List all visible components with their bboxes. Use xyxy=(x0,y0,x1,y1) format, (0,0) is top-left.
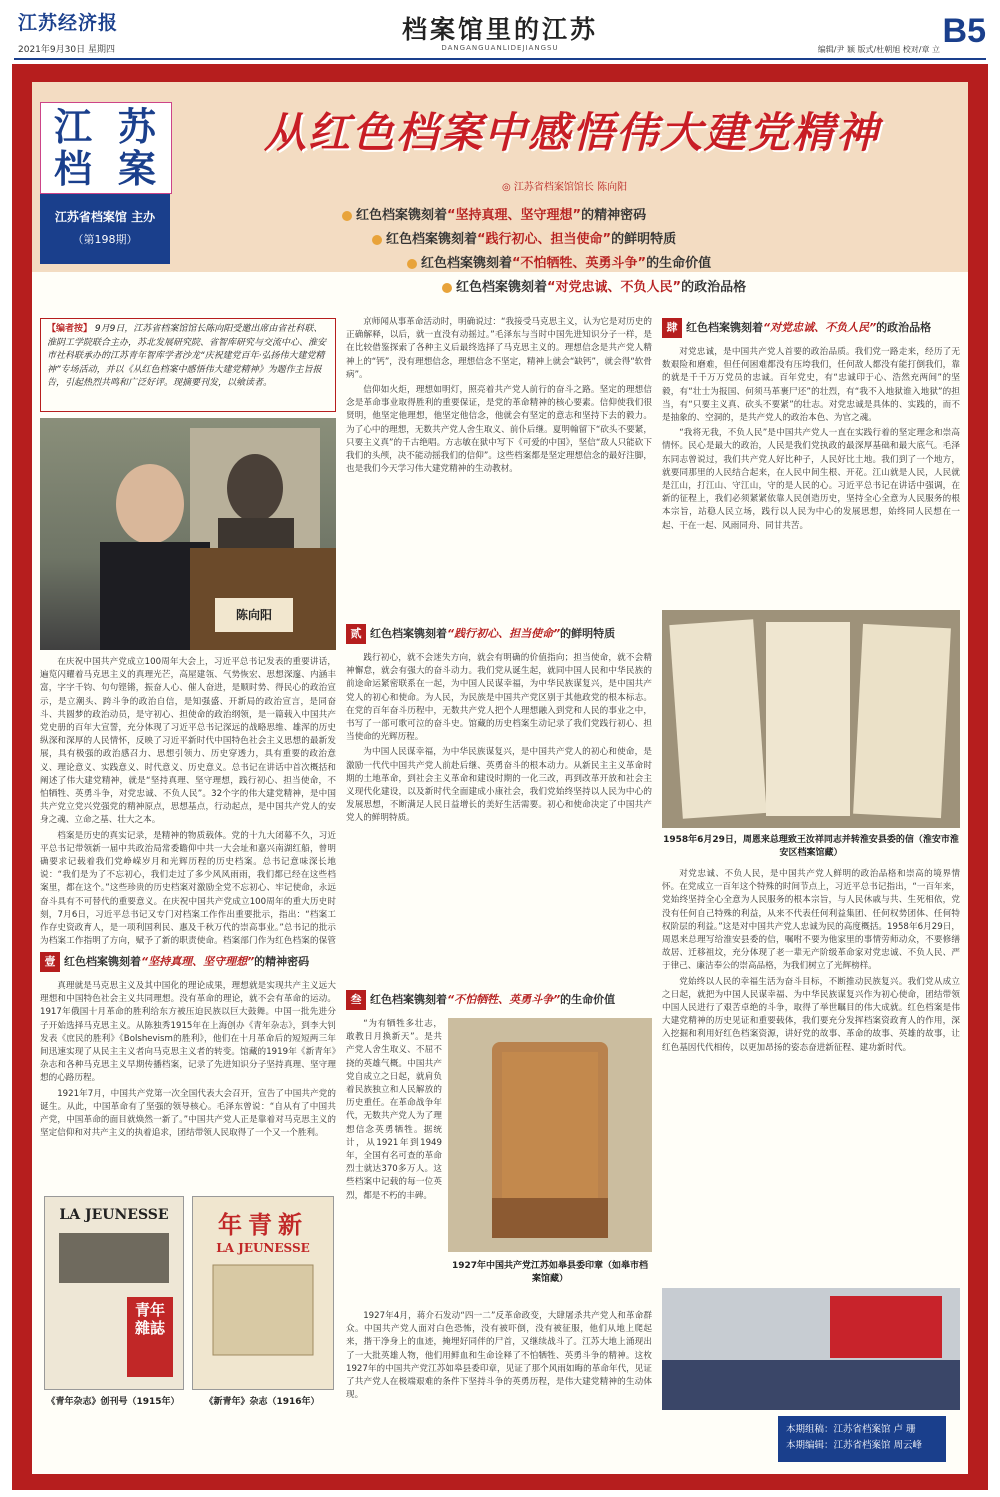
editor-note-text: 9月9日，江苏省档案馆馆长陈向阳受邀出席由省社科联、淮阴工学院联合主办，苏北发展研究院、省智库研究与交流中心、淮安市社科联承办的江苏青年智库学者沙龙“庆祝建党百年·弘扬伟大建党精神”专场活动，并以《从红色档案中感悟伟大建党精神》为题作主旨报告，引起热烈共鸣和广泛好评。现摘要刊发，以飨读者。 xyxy=(47,324,327,388)
section-heading-1: 壹 红色档案镌刻着“坚持真理、坚守理想”的精神密码 xyxy=(40,952,336,974)
letter-page xyxy=(669,619,766,818)
audience xyxy=(662,1360,960,1410)
portrait-head xyxy=(227,454,283,522)
speaker-name-card: 陈向阳 xyxy=(235,608,272,622)
bullet-icon xyxy=(407,259,417,269)
credits-box xyxy=(778,1416,946,1462)
letter-page xyxy=(766,622,850,816)
logo-char: 苏 xyxy=(117,104,156,149)
paragraph: 档案是历史的真实记录，是精神的物质载体。党的十九大闭幕不久，习近平总书记带领新一届中共政治局常委瞻仰中共一大会址和嘉兴南湖红船，曾明确要求记载着我们党峥嵘岁月和光辉历程的历史档案。总书记意味深长地说：“我们是为了不忘初心，我们走过了多少风风雨雨，我们都已经在这些档案里，都在这个。”这些珍贵的历史档案对激励全党不忘初心、牢记使命，永远奋斗具有不可替代的重要意义。在庆祝中国共产党成立100周年的重大历史时刻，7月6日，习近平总书记又专门对档案工作作出重要批示，指出：“档案工作存史资政育人，是一项利国利民、惠及千秋万代的崇高事业。”总书记的批示为档案工作指明了方向，赋予了新的职责使命。档案部门作为红色档案的保管 xyxy=(40,830,336,946)
magazine-illustration xyxy=(193,1197,333,1389)
paragraph: 践行初心，就不会迷失方向，就会有明确的价值指向；担当使命，就不会精神懈怠，就会有强大的奋斗动力。我们党从诞生起，就同中国人民和中华民族的前途命运紧密联系在一起，为中国人民谋幸福，为中华民族谋复兴，是中国共产党人的初心和使命。为人民，为民族是中国共产党区别于其他政党的根本标志。在党的百年奋斗历程中，无数共产党人把个人理想融入到党和人民的事业之中，书写了一部可歌可泣的奋斗史。馆藏的历史档案生动记录了我们党践行初心、担当使命的光辉历程。 xyxy=(346,653,652,743)
seal-photo xyxy=(448,1018,652,1252)
section-number: 壹 xyxy=(40,952,60,972)
paragraph: “为有牺牲多壮志，敢教日月换新天”。是共产党人舍生取义、不屈不挠的英雄气概。中国共产党自成立之日起，就肩负着民族独立和人民解放的历史重任。在革命战争年代，无数共产党人为了理想信念英勇牺牲。据统计，从1921年到1949年，全国有名可查的革命烈士就达370多万人。这些档案中记载的每一位英烈，都是不朽的丰碑。 xyxy=(346,1019,442,1201)
stage-screen xyxy=(830,1296,942,1358)
speaker-photo-illustration xyxy=(40,418,336,650)
letter-page xyxy=(853,624,951,818)
host-name: 江苏省档案馆 主办 xyxy=(54,210,156,224)
paragraph: 京师闻从事革命活动时，明确说过：“我接受马克思主义，认为它是对历史的正确解释，以后，就一直没有动摇过。”毛泽东与当时中国先进知识分子一样，是在比较借鉴探索了各种主义后最终选择了马克思主义的。理想信念是共产党人精神上的“钙”，没有理想信念，理想信念不坚定，精神上就会“缺钙”，就会得“软骨病”。 xyxy=(346,317,652,380)
cover-figures xyxy=(59,1233,169,1283)
letter-illustration xyxy=(662,610,960,828)
paragraph: 1921年7月，中国共产党第一次全国代表大会召开，宣告了中国共产党的诞生。从此，中国革命有了坚强的领导核心。毛泽东曾说：“自从有了中国共产党，中国革命的面目就焕然一新了。”中国共产党人正是靠着对马克思主义的坚定信仰和对共产主义的执着追求，团结带领人民取得了一个又一个胜利。 xyxy=(40,1088,336,1139)
column-logo xyxy=(40,102,172,194)
magazine-title: LA JEUNESSE xyxy=(216,1241,310,1255)
bullet-icon xyxy=(442,283,452,293)
column-1-bottom xyxy=(40,980,336,1190)
issue-number: （第198期） xyxy=(72,233,138,246)
editor-note xyxy=(40,318,336,412)
article-panel xyxy=(32,82,968,1474)
column-3-middle xyxy=(662,868,960,1286)
magazine-cn-title: 年青新 xyxy=(218,1210,308,1239)
column-1-top xyxy=(40,656,336,946)
editors-line: 编辑/尹 颖 版式/杜朝旭 校对/章 立 xyxy=(817,45,940,54)
bullet-icon xyxy=(342,211,352,221)
paragraph: “我将无我，不负人民”是中国共产党人一直在实践行着的坚定理念和崇高情怀。民心是最大的政治，人民是我们党执政的最深厚基础和最大底气。毛泽东同志曾说过，我们共产党人好比种子，人民好比土地。我们到了一个地方，就要同那里的人民结合起来，在人民中间生根、开花。江山就是人民，人民就是江山，打江山、守江山，守的是人民的心。习近平总书记在讲话中强调，在新的征程上，我们必须紧紧依靠人民创造历史，坚持全心全意为人民服务的根本宗旨，站稳人民立场，践行以人民为中心的发展思想，始终同人民想在一起、干在一起、风雨同舟、同甘共苦。 xyxy=(662,428,960,531)
seal-base xyxy=(492,1198,608,1238)
red-frame xyxy=(12,64,988,1490)
section-number: 肆 xyxy=(662,318,682,338)
caption-seal: 1927年中国共产党江苏如皋县委印章（如皋市档案馆藏） xyxy=(451,1261,649,1284)
seal-illustration xyxy=(448,1018,652,1252)
section-heading-4: 肆 红色档案镌刻着“对党忠诚、不负人民”的政治品格 xyxy=(662,318,960,340)
paragraph: 对党忠诚、不负人民，是中国共产党人鲜明的政治品格和崇高的境界情怀。在党成立一百年这个特殊的时间节点上，习近平总书记指出，“一百年来，党始终坚持全心全意为人民服务的根本宗旨，与人民休戚与共、生死相依，党没有任何自己特殊的利益，从来不代表任何利益集团、任何权势团体、任何特权阶层的利益。”这是对中国共产党人忠诚为民的高度概括。1958年6月29日，周恩来总理写给淮安县委的信，嘱咐不要为他家里的事情劳师动众，不要修缮故居、迁移祖坟，充分体现了老一辈无产阶级革命家对党忠诚、不负人民、严于律己、廉洁奉公的崇高品格，为我们树立了光辉榜样。 xyxy=(662,869,960,972)
section-heading-3: 叁 红色档案镌刻着“不怕牺牲、英勇斗争”的生命价值 xyxy=(346,990,652,1012)
logo-char: 档 xyxy=(53,146,92,191)
deck-item: 红色档案镌刻着“对党忠诚、不负人民”的政治品格 xyxy=(442,276,746,295)
paragraph: 信仰如火炬，理想如明灯，照亮着共产党人前行的奋斗之路。坚定的理想信念是革命事业取得胜利的重要保证，是党的革命精神的核心要素。信仰使我们很贤明，他坚定他理想，他坚定他信念，他就会有坚定的意志和坚持下去的毅力。为了心中的理想，无数共产党人舍生取义、前仆后继。夏明翰留下“砍头不要紧，只要主义真”的千古绝唱。方志敏在狱中写下《可爱的中国》，坚信“敌人只能砍下我们的头颅，决不能动摇我们的信仰”。这些档案都是坚定理想信念的最好注脚，也是我们今天学习伟大建党精神的生动教材。 xyxy=(346,385,652,475)
masthead-rule xyxy=(14,58,986,60)
event-illustration xyxy=(662,1288,960,1410)
section-number: 贰 xyxy=(346,624,366,644)
magazine-cover-2 xyxy=(192,1196,334,1390)
credit-line: 本期编辑：江苏省档案馆 周云峰 xyxy=(786,1440,923,1451)
caption-letter: 1958年6月29日，周恩来总理致王汝祥同志并转淮安县委的信（淮安市淮安区档案馆藏） xyxy=(663,835,959,858)
page-title: 档案馆里的江苏 xyxy=(401,15,598,44)
paragraph: 1927年4月，蒋介石发动“四一二”反革命政变，大肆屠杀共产党人和革命群众。中国共产党人面对白色恐怖，没有被吓倒，没有被征服，他们从地上爬起来，揩干净身上的血迹，掩埋好同伴的尸首，又继续战斗了。江苏大地上涌现出了一大批英雄人物，他们用鲜血和生命诠释了不怕牺牲、英勇斗争的精神。这枚1927年的中国共产党江苏如皋县委印章，见证了那个风雨如晦的革命年代，见证了共产党人在极端艰难的条件下坚持斗争的英勇历程，是伟大建党精神的生动体现。 xyxy=(346,1311,652,1401)
column-2-side xyxy=(346,1018,442,1304)
headline: 从红色档案中感悟伟大建党精神 xyxy=(263,108,880,157)
issue-date: 2021年9月30日 星期四 xyxy=(18,45,115,55)
column-2-bottom xyxy=(346,1310,652,1462)
logo-char: 江 xyxy=(53,104,92,149)
deck-item: 红色档案镌刻着“践行初心、担当使命”的鲜明特质 xyxy=(372,228,676,247)
column-2-middle xyxy=(346,652,652,984)
magazine-illustration xyxy=(45,1197,183,1389)
magazine-cover-1 xyxy=(44,1196,184,1390)
byline: ◎ 江苏省档案馆馆长 陈向阳 xyxy=(502,182,628,193)
host-box xyxy=(40,194,170,264)
credit-line: 本期组稿：江苏省档案馆 卢 珊 xyxy=(786,1424,916,1435)
logo-char: 案 xyxy=(117,146,156,191)
caption-magazine-2: 《新青年》杂志（1916年） xyxy=(204,1397,320,1407)
paragraph: 对党忠诚，是中国共产党人首要的政治品质。我们党一路走来，经历了无数艰险和磨难，但任何困难都没有压垮我们，任何敌人都没有能打倒我们，靠的就是千千万万党员的忠诚。百年党史，有“忠诚印于心、浩然充两间”的坚毅，有“壮士为报国、何须马革裹尸还”的壮烈，有“我不入地狱谁入地狱”的担当，有“只要主义真、砍头不要紧”的壮志。对党忠诚是具体的、实践的，而不是抽象的、空洞的，是共产党人的政治本色、为官之魂。 xyxy=(662,347,960,424)
paragraph: 在庆祝中国共产党成立100周年大会上，习近平总书记发表的重要讲话，遍览闪耀着马克思主义的真理光芒，高屋建瓴、气势恢宏、思想深邃、内涵丰富，字字千钧、句句铿锵，振奋人心、催人奋进，是顺时势、得民心的政治宣示，是立潮头、跨斗争的政治自信，是知强盛、开新局的政治宣言，是同奋斗、共圆梦的政治动员，是守初心、担使命的政治纲领，是一篇载入中国共产党史册的百年大宣誓，充分体现了习近平总书记深远的战略思维、雄浑的历史纵深和深厚的人民情怀，反映了习近平新时代中国特色社会主义思想的最新发展，具有极强的政治感召力、思想引领力、历史穿透力，具有重要的政治意义、理论意义、实践意义、时代意义、历史意义。总书记在讲话中首次概括和阐述了伟大建党精神，就是“坚持真理、坚守理想，践行初心、担当使命，不怕牺牲、英勇斗争，对党忠诚、不负人民”。32个字的伟大建党精神，是中国共产党立党兴党强党的精神原点，思想基点，行动起点，是中国共产党人的安身之魂、立命之基、壮大之本。 xyxy=(40,657,336,826)
section-number: 叁 xyxy=(346,990,366,1010)
magazine-title: LA JEUNESSE xyxy=(59,1207,169,1223)
editor-note-tag: 【编者按】 xyxy=(47,324,93,334)
bullet-icon xyxy=(372,235,382,245)
masthead xyxy=(0,0,1000,62)
caption-magazine-1: 《青年杂志》创刊号（1915年） xyxy=(46,1397,180,1407)
paragraph: 真理就是马克思主义及其中国化的理论成果，理想就是实现共产主义远大理想和中国特色社会主义共同理想。没有革命的理论，就不会有革命的运动。1917年俄国十月革命的胜利给东方被压迫民族以巨大鼓舞。中国一批先进分子开始选择马克思主义。从陈独秀1915年在上海创办《青年杂志》，到李大钊发表《庶民的胜利》《Bolshevism的胜利》，他们在十月革命后的短短两三年间迅速实现了从民主主义者向马克思主义者的转变。馆藏的1919年《新青年》杂志和各种马克思主义早期传播档案，记录了先进知识分子坚持真理、坚守理想的心路历程。 xyxy=(40,981,336,1084)
speaker-photo xyxy=(40,418,336,650)
letter-photo xyxy=(662,610,960,828)
page-number: B5 xyxy=(942,12,986,50)
column-2-top xyxy=(346,316,652,618)
deck-item: 红色档案镌刻着“不怕牺牲、英勇斗争”的生命价值 xyxy=(407,252,711,271)
speaker-head xyxy=(116,464,184,544)
paragraph: 为中国人民谋幸福，为中华民族谋复兴，是中国共产党人的初心和使命，是激励一代代中国共产党人前赴后继、英勇奋斗的根本动力。从新民主主义革命时期的土地革命，到社会主义革命和建设时期的一化三改，再到改革开放和社会主义现代化建设，以及新时代全面建成小康社会，我们党始终坚持以人民为中心的发展思想，不断满足人民日益增长的美好生活需要。初心和使命决定了中国共产党人的鲜明特质。 xyxy=(346,747,652,824)
deck-item: 红色档案镌刻着“坚持真理、坚守理想”的精神密码 xyxy=(342,204,646,223)
section-heading-2: 贰 红色档案镌刻着“践行初心、担当使命”的鲜明特质 xyxy=(346,624,652,646)
event-photo xyxy=(662,1288,960,1410)
column-3-top xyxy=(662,346,960,604)
paper-name: 江苏经济报 xyxy=(18,12,119,34)
magazine-cn-title: 青年雜誌 xyxy=(134,1301,165,1337)
paragraph: 党始终以人民的幸福生活为奋斗目标，不断推动民族复兴。我们党从成立之日起，就把为中国人民谋幸福、为中华民族谋复兴作为初心使命，团结带领中国人民进行了艰苦卓绝的斗争，取得了举世瞩目的伟大成就。红色档案是伟大建党精神的历史见证和重要载体，我们要充分发挥档案资政育人的作用，深入挖掘和利用好红色档案资源，讲好党的故事、革命的故事、英雄的故事，让红色基因代代相传，以更加昂扬的姿态奋进新征程、建功新时代。 xyxy=(662,976,960,1053)
cover-table xyxy=(213,1265,313,1355)
page-subtitle: DANGANGUANLIDEJIANGSU xyxy=(441,44,559,52)
